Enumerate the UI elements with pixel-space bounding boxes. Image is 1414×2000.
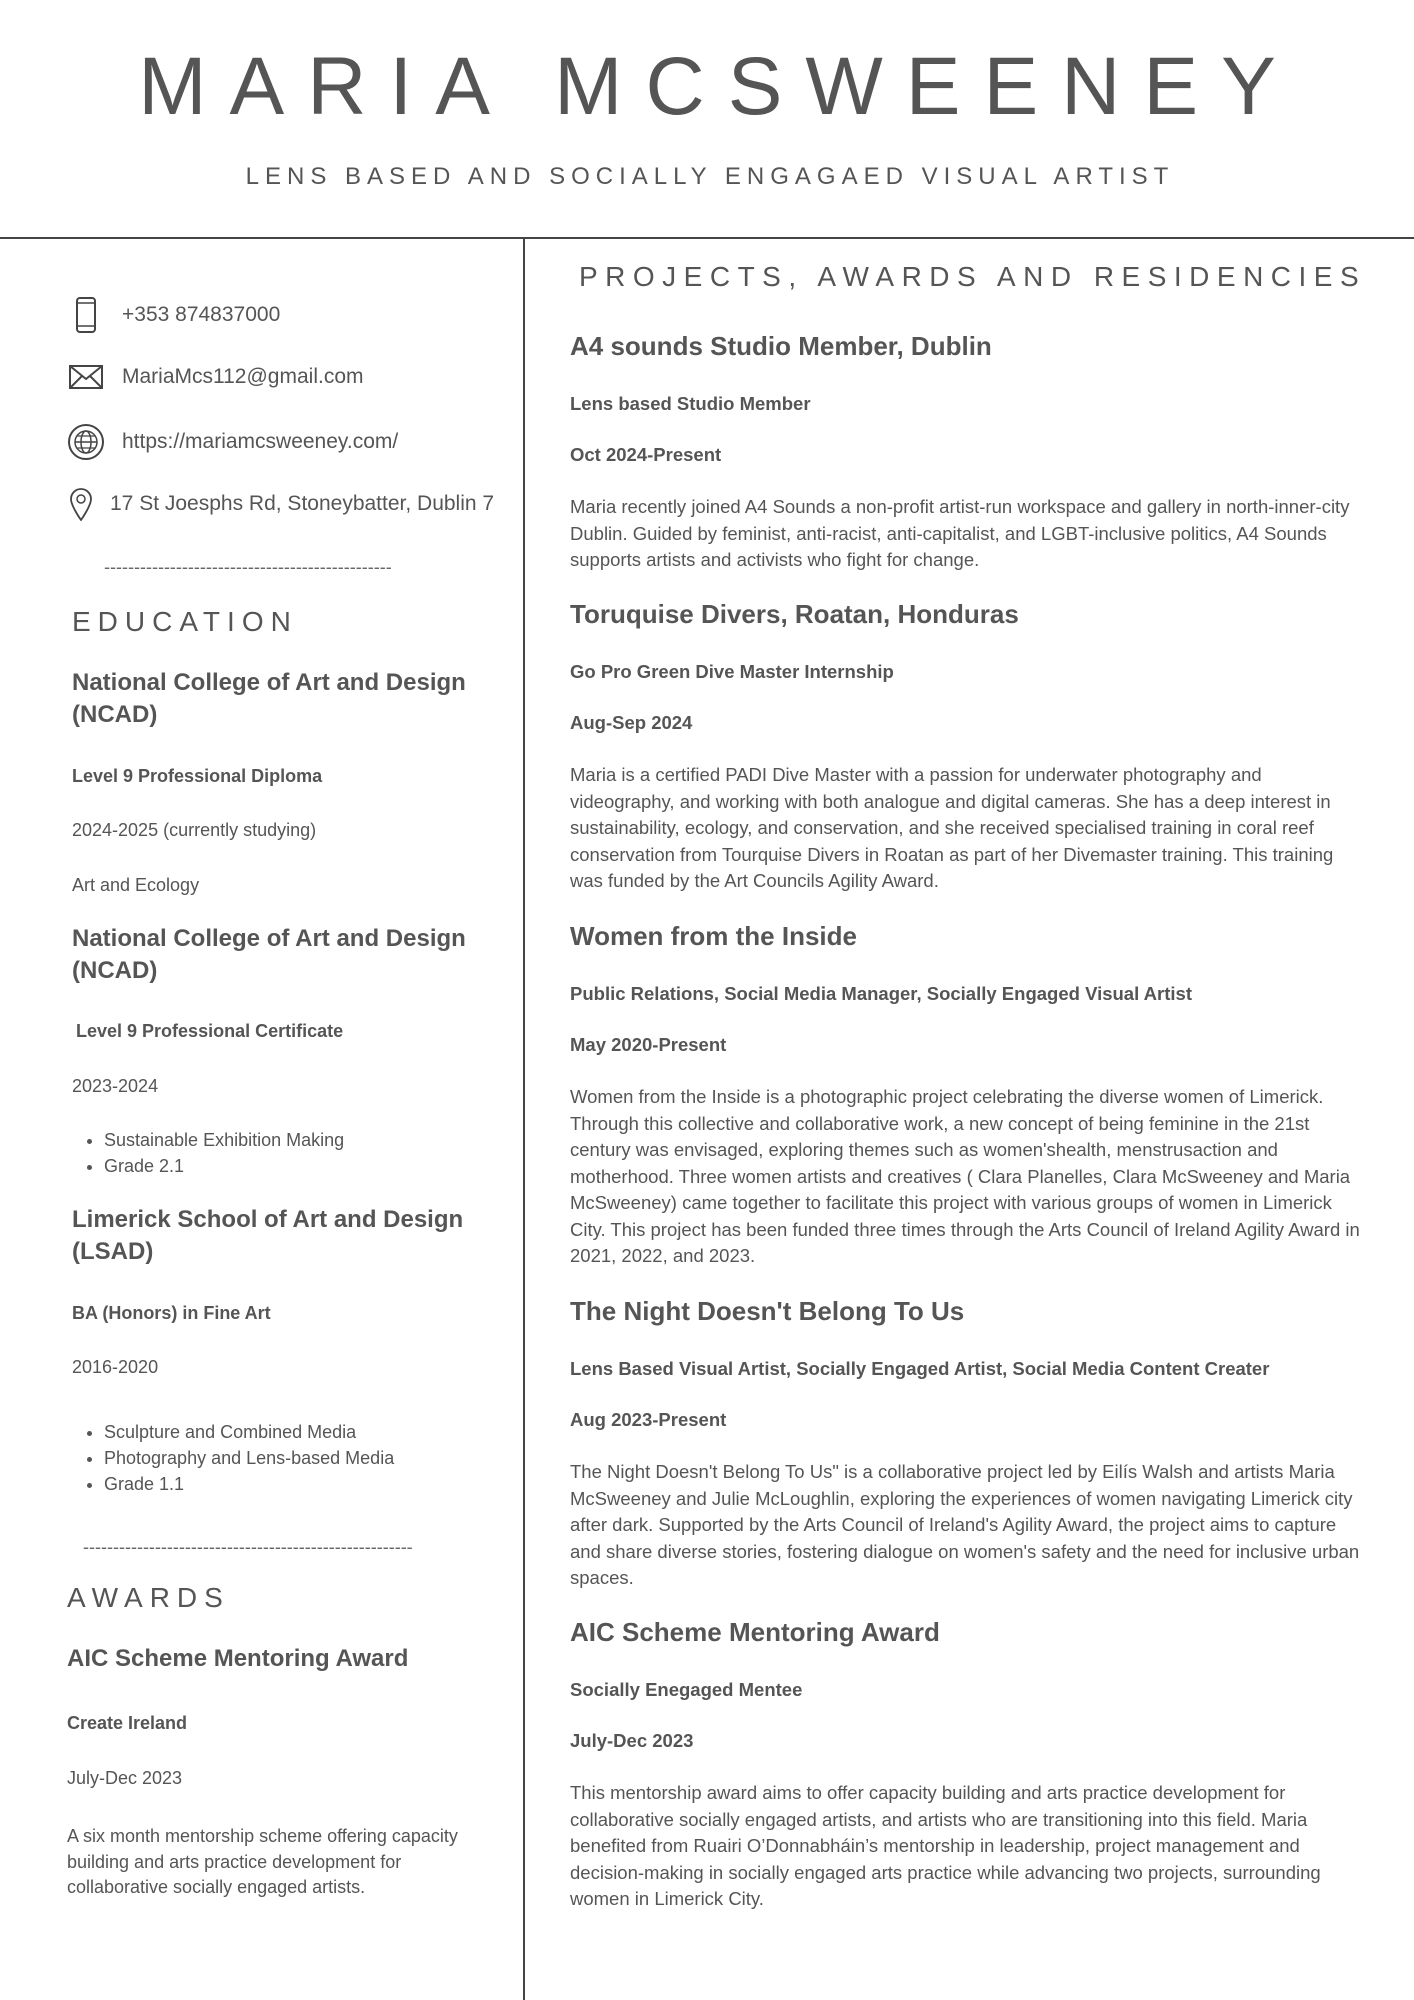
mail-icon bbox=[66, 357, 106, 397]
right-column bbox=[525, 239, 1414, 2000]
project-dates: Oct 2024-Present bbox=[570, 444, 722, 465]
education-dates: 2024-2025 (currently studying) bbox=[72, 820, 317, 840]
list-item: • Photography and Lens-based Media bbox=[104, 1445, 394, 1471]
project-title: AIC Scheme Mentoring Award bbox=[570, 1617, 940, 1647]
project-description: This mentorship award aims to offer capacity building and arts practice development for collaborative socially engaged artists, and artists who are transitioning into this field. Maria benefited from Ruairi O’Donnabháin’s mentorship in leadership, project management and decision-making in socially engaged arts practice while advancing two projects, surrounding women in Limerick City. bbox=[570, 1782, 1321, 1909]
education-qualification: Level 9 Professional Diploma bbox=[72, 766, 323, 786]
contact-divider: ------------------------------------------------ bbox=[104, 557, 392, 577]
location-pin-icon bbox=[66, 484, 96, 524]
project-title: A4 sounds Studio Member, Dublin bbox=[570, 331, 992, 361]
project-title: Toruquise Divers, Roatan, Honduras bbox=[570, 599, 1019, 629]
award-org: Create Ireland bbox=[67, 1713, 188, 1733]
project-title: Women from the Inside bbox=[570, 921, 857, 951]
address-text: 17 St Joesphs Rd, Stoneybatter, Dublin 7 bbox=[110, 492, 495, 515]
education-bullets bbox=[72, 1419, 394, 1497]
project-description: Maria is a certified PADI Dive Master with a passion for underwater photography and videography, and working with both analogue and digital cameras. She has a deep interest in sustainability, ecology, and conservation, and she received specialised training in coral reef conservation from Tourquise Divers in Roatan as part of her Divemaster training. This training was funded by the Art Councils Agility Award. bbox=[570, 764, 1334, 891]
award-dates: July-Dec 2023 bbox=[67, 1768, 183, 1788]
education-dates: 2016-2020 bbox=[72, 1357, 159, 1377]
contact-website bbox=[66, 422, 398, 462]
website-link[interactable]: https://mariamcsweeney.com/ bbox=[122, 430, 399, 453]
education-dates: 2023-2024 bbox=[72, 1076, 159, 1096]
education-subject: Art and Ecology bbox=[72, 875, 200, 895]
education-institution: National College of Art and Design (NCAD) bbox=[72, 925, 466, 984]
left-column bbox=[0, 239, 523, 2000]
project-role: Socially Enegaged Mentee bbox=[570, 1679, 803, 1700]
project-dates: July-Dec 2023 bbox=[570, 1730, 694, 1751]
list-item: • Sustainable Exhibition Making bbox=[104, 1127, 344, 1153]
phone-icon bbox=[66, 295, 106, 335]
project-title: The Night Doesn't Belong To Us bbox=[570, 1296, 965, 1326]
project-description: The Night Doesn't Belong To Us" is a collaborative project led by Eilís Walsh and artists Maria McSweeney and Julie McLoughlin, exploring the experiences of women navigating Limerick city after dark. Supported by the Arts Council of Ireland's Agility Award, the project aims to capture and share diverse stories, fostering dialogue on women's safety and the need for inclusive urban spaces. bbox=[570, 1461, 1360, 1588]
awards-heading: AWARDS bbox=[67, 1582, 230, 1613]
projects-heading: PROJECTS, AWARDS AND RESIDENCIES bbox=[579, 261, 1367, 292]
email-link[interactable]: MariaMcs112@gmail.com bbox=[122, 365, 364, 388]
globe-icon bbox=[66, 422, 106, 462]
list-item: • Grade 2.1 bbox=[104, 1153, 344, 1179]
education-institution: Limerick School of Art and Design (LSAD) bbox=[72, 1206, 464, 1265]
project-description: Women from the Inside is a photographic project celebrating the diverse women of Limerick. Through this collective and collaborative work, a new concept of being feminine in the 21st century was envisaged, exploring themes such as women'shealth, menstrusaction and motherhood. Three women artists and creatives ( Clara Planelles, Clara McSweeney and Maria McSweeney) came together to facilitate this project with various groups of women in Limerick City. This project has been funded three times through the Arts Council of Ireland Agility Award in 2021, 2022, and 2023. bbox=[570, 1086, 1360, 1266]
project-dates: May 2020-Present bbox=[570, 1034, 727, 1055]
education-institution: National College of Art and Design (NCAD) bbox=[72, 669, 466, 728]
project-dates: Aug 2023-Present bbox=[570, 1409, 727, 1430]
project-description: Maria recently joined A4 Sounds a non-profit artist-run workspace and gallery in north-inner-city Dublin. Guided by feminist, anti-racist, anti-capitalist, and LGBT-inclusive politics, A4 Sounds supports artists and activists who fight for change. bbox=[570, 496, 1350, 570]
award-description: A six month mentorship scheme offering capacity building and arts practice development for collaborative socially engaged artists. bbox=[67, 1826, 458, 1897]
project-role: Go Pro Green Dive Master Internship bbox=[570, 661, 894, 682]
education-qualification: BA (Honors) in Fine Art bbox=[72, 1303, 271, 1323]
project-dates: Aug-Sep 2024 bbox=[570, 712, 693, 733]
education-heading: EDUCATION bbox=[72, 606, 298, 637]
project-role: Lens based Studio Member bbox=[570, 393, 811, 414]
subtitle: LENS BASED AND SOCIALLY ENGAGAED VISUAL ARTIST bbox=[245, 163, 1175, 190]
list-item: • Grade 1.1 bbox=[104, 1471, 394, 1497]
education-qualification: Level 9 Professional Certificate bbox=[76, 1021, 344, 1041]
contact-email bbox=[66, 357, 364, 397]
award-title: AIC Scheme Mentoring Award bbox=[67, 1645, 409, 1672]
project-role: Lens Based Visual Artist, Socially Engaged Artist, Social Media Content Creater bbox=[570, 1358, 1270, 1379]
list-item: • Sculpture and Combined Media bbox=[104, 1419, 394, 1445]
name-heading: MARIA MCSWEENEY bbox=[138, 41, 1299, 132]
contact-address bbox=[66, 484, 494, 524]
phone-text: +353 874837000 bbox=[122, 303, 281, 326]
contact-phone bbox=[66, 295, 280, 335]
education-divider: ------------------------------------------------------- bbox=[83, 1537, 413, 1557]
education-bullets bbox=[72, 1127, 344, 1179]
project-role: Public Relations, Social Media Manager, Socially Engaged Visual Artist bbox=[570, 983, 1192, 1004]
